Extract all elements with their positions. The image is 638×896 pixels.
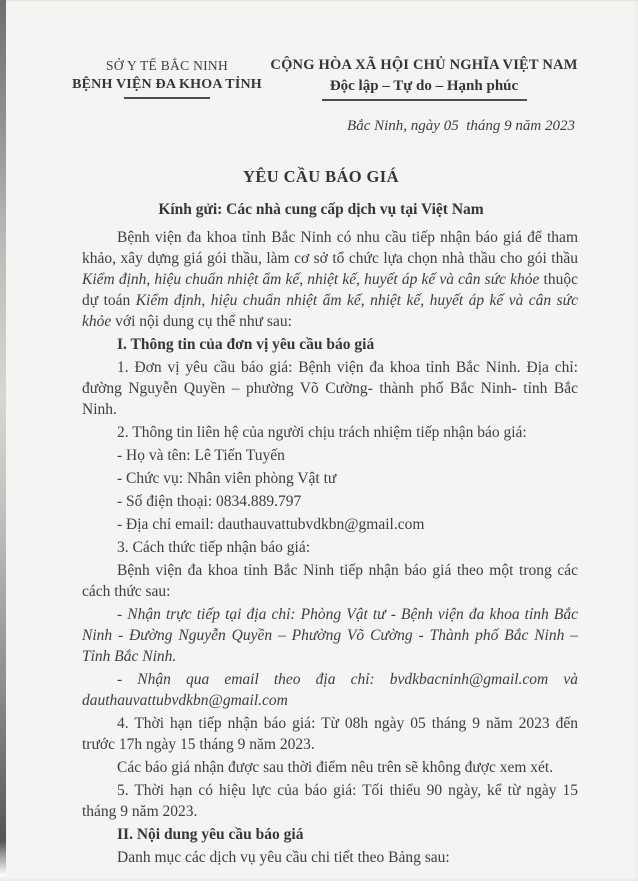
package-name-italic: Kiểm định, hiệu chuẩn nhiệt ẩm kế, nhiệt kế, huyết áp kế và cân sức khỏe <box>82 270 540 288</box>
contact-email-line: - Địa chỉ email: dauthauvattubvdkbn@gmail.com <box>117 515 425 533</box>
item-3-option-direct: - Nhận trực tiếp tại địa chỉ: Phòng Vật tư - Bệnh viện đa khoa tỉnh Bắc Ninh - Đường Nguyễn Quyền – Phường Võ Cường - Thành phố Bắc Ninh – Tỉnh Bắc Ninh. <box>82 605 578 665</box>
parent-org-name: SỞ Y TẾ BẮC NINH <box>105 58 229 73</box>
estimate-name-italic: Kiểm định, hiệu chuẩn nhiệt ẩm kế, nhiệt kế, huyết áp kế và cân sức khỏe <box>82 291 578 330</box>
section-2-intro: Danh mục các dịch vụ yêu cầu chi tiết theo Bảng sau: <box>117 848 450 866</box>
contact-position-line: - Chức vụ: Nhân viên phòng Vật tư <box>117 469 337 487</box>
section-2-heading: II. Nội dung yêu cầu báo giá <box>117 825 304 843</box>
contact-phone-line: - Số điện thoại: 0834.889.797 <box>117 492 302 510</box>
document-title: YÊU CẦU BÁO GIÁ <box>243 166 399 186</box>
national-header-block <box>270 56 578 101</box>
org-name-underline <box>124 97 210 99</box>
intro-text-3: với nội dung cụ thể như sau: <box>111 312 292 330</box>
item-3-option-email: - Nhận qua email theo địa chỉ: bvdkbacninh@gmail.com và dauthauvattubvdkbn@gmail.com <box>82 670 578 709</box>
intro-paragraph <box>82 227 578 332</box>
contact-name-line: - Họ và tên: Lê Tiến Tuyến <box>117 446 285 464</box>
item-4-note: Các báo giá nhận được sau thời điểm nêu trên sẽ không được xem xét. <box>117 758 554 776</box>
place-date-line: Bắc Ninh, ngày 05 tháng 9 năm 2023 <box>347 117 575 134</box>
motto-underline <box>322 99 527 101</box>
intro-text-1: Bệnh viện đa khoa tỉnh Bắc Ninh có nhu cầu tiếp nhận báo giá để tham khảo, xây dựng giá gói thầu, làm cơ sở tổ chức lựa chọn nhà thầu cho gói thầu <box>82 228 578 267</box>
document-header <box>64 56 578 101</box>
section-1-heading: I. Thông tin của đơn vị yêu cầu báo giá <box>117 335 375 353</box>
item-2-contact-heading: 2. Thông tin liên hệ của người chịu trách nhiệm tiếp nhận báo giá: <box>117 423 527 441</box>
item-3-intro: Bệnh viện đa khoa tỉnh Bắc Ninh tiếp nhận báo giá theo một trong các cách thức sau: <box>82 561 578 600</box>
item-1-requesting-unit: 1. Đơn vị yêu cầu báo giá: Bệnh viện đa khoa tỉnh Bắc Ninh. Địa chỉ: đường Nguyễn Quyền – phường Võ Cường- thành phố Bắc Ninh- tỉnh Bắc Ninh. <box>82 358 578 418</box>
national-title: CỘNG HÒA XÃ HỘI CHỦ NGHĨA VIỆT NAM <box>270 57 578 73</box>
issuing-org-block <box>64 56 270 101</box>
intro-text-2: thuộc dự toán <box>82 270 578 309</box>
national-motto: Độc lập – Tự do – Hạnh phúc <box>329 78 519 94</box>
item-5-validity: 5. Thời hạn có hiệu lực của báo giá: Tối thiểu 90 ngày, kể từ ngày 15 tháng 9 năm 2023. <box>82 781 578 820</box>
item-4-deadline: 4. Thời hạn tiếp nhận báo giá: Từ 08h ngày 05 tháng 9 năm 2023 đến trước 17h ngày 15 tháng 9 năm 2023. <box>82 714 578 753</box>
org-name: BỆNH VIỆN ĐA KHOA TỈNH <box>72 77 262 92</box>
document-content <box>82 227 578 868</box>
item-3-heading: 3. Cách thức tiếp nhận báo giá: <box>117 538 311 556</box>
salutation-line: Kính gửi: Các nhà cung cấp dịch vụ tại Việt Nam <box>158 200 484 218</box>
